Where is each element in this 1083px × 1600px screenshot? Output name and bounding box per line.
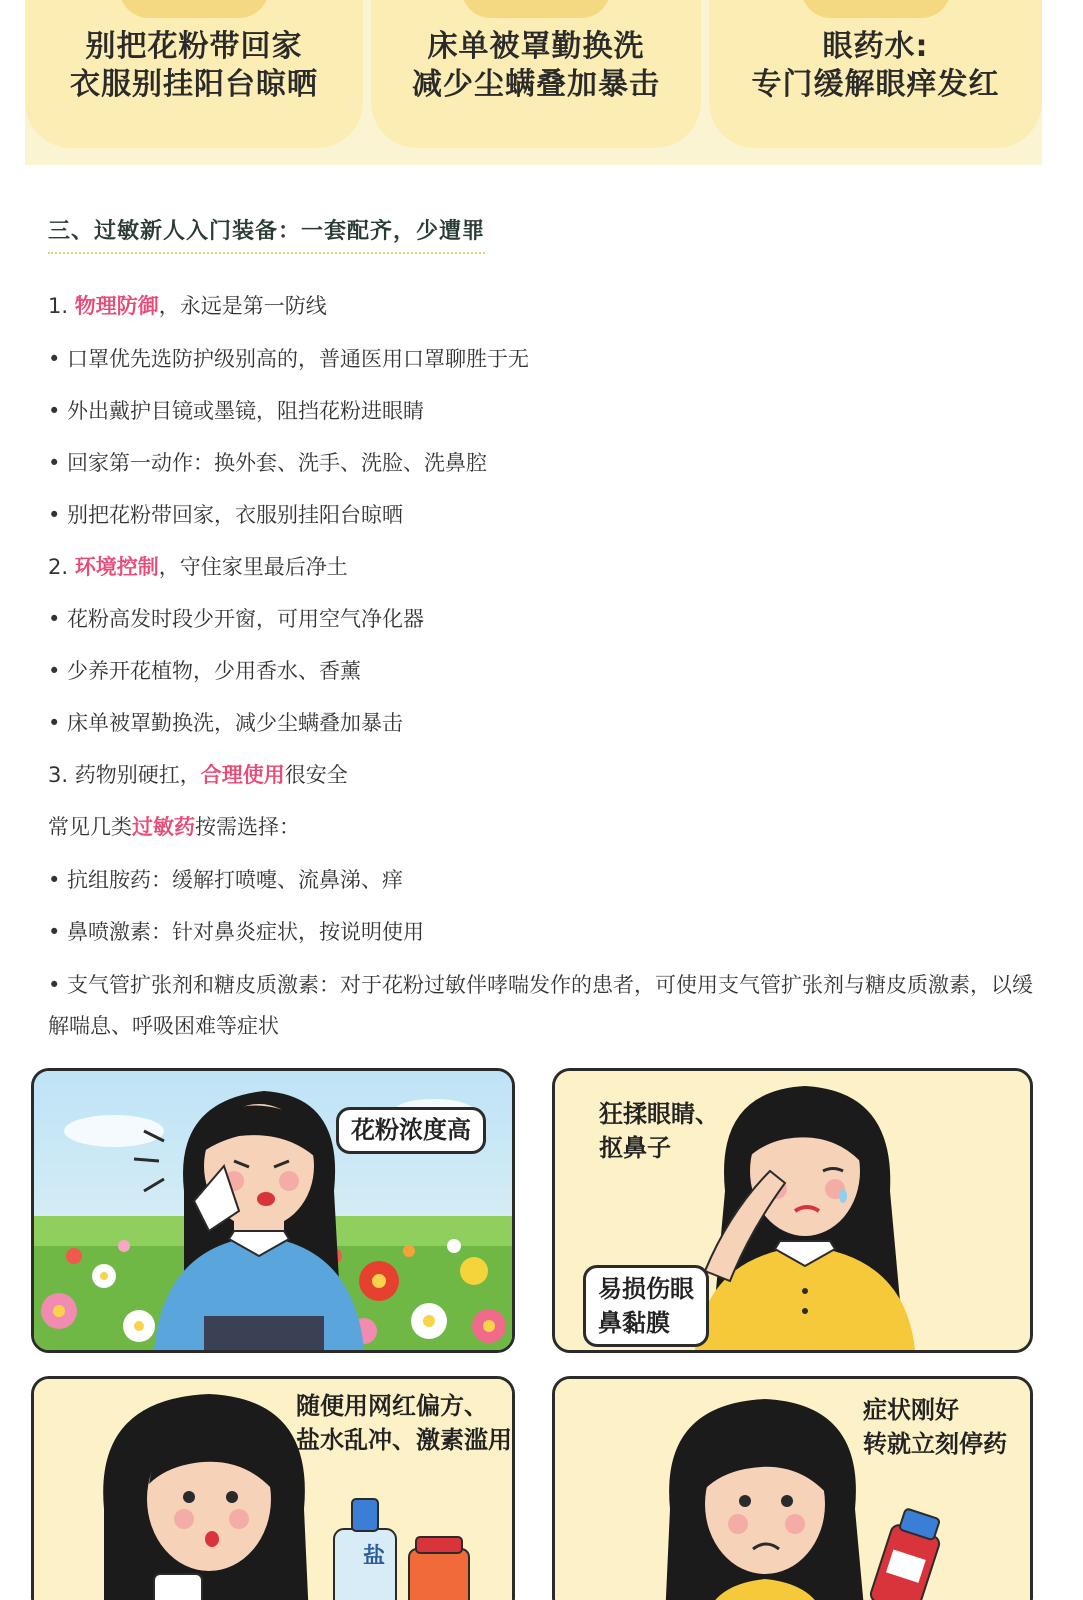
item-text: 按需选择： bbox=[195, 815, 300, 839]
caption-line: 症状刚好 bbox=[863, 1396, 959, 1424]
card-icon-circle bbox=[119, 0, 269, 18]
caption-line: 狂揉眼睛、 bbox=[599, 1100, 719, 1128]
bullet-icon: • bbox=[48, 607, 61, 631]
item-number: 1. bbox=[48, 294, 75, 318]
tip-card-line: 减少尘螨叠加暴击 bbox=[412, 67, 660, 102]
tip-card-pollen bbox=[25, 0, 363, 148]
caption-line: 转就立刻停药 bbox=[863, 1430, 1007, 1458]
bubble-line: 易损伤眼 bbox=[598, 1275, 694, 1303]
tip-card-line: 别把花粉带回家 bbox=[85, 29, 303, 64]
tip-card-eyedrops bbox=[709, 0, 1042, 148]
caption-line: 随便用网红偏方、 bbox=[296, 1392, 488, 1420]
item-text: 3. 药物别硬扛， bbox=[48, 763, 201, 787]
bullet-item bbox=[48, 917, 424, 947]
highlight-text: 物理防御 bbox=[74, 294, 159, 318]
section-title: 三、过敏新人入门装备：一套配齐，少遭罪 bbox=[48, 214, 485, 254]
tip-card-line: 眼药水: bbox=[822, 29, 929, 64]
comic-panel-rubbing-eyes bbox=[552, 1068, 1033, 1353]
highlight-text: 环境控制 bbox=[74, 555, 159, 579]
bullet-text: 别把花粉带回家，衣服别挂阳台晾晒 bbox=[67, 503, 403, 527]
bullet-icon: • bbox=[48, 659, 61, 683]
highlight-text: 过敏药 bbox=[132, 815, 195, 839]
item-text: 常见几类 bbox=[48, 815, 132, 839]
panel-caption bbox=[599, 1097, 719, 1165]
item-number: 2. bbox=[48, 555, 75, 579]
list-item-physical-defense bbox=[48, 291, 327, 321]
bullet-icon: • bbox=[48, 347, 61, 371]
item-text: ，守住家里最后净土 bbox=[158, 555, 348, 579]
bullet-text: 口罩优先选防护级别高的，普通医用口罩聊胜于无 bbox=[67, 347, 529, 371]
bullet-text: 支气管扩张剂和糖皮质激素：对于花粉过敏伴哮喘发作的患者，可使用支气管扩张剂与糖皮质激素，以缓解喘息、呼吸困难等症状 bbox=[48, 973, 1033, 1038]
panel-caption bbox=[296, 1389, 512, 1457]
item-text: 很安全 bbox=[284, 763, 348, 787]
bullet-text: 外出戴护目镜或墨镜，阻挡花粉进眼睛 bbox=[67, 399, 424, 423]
caption-line: 盐水乱冲、激素滥用 bbox=[296, 1426, 512, 1454]
bottle-label: 盐 bbox=[363, 1544, 386, 1569]
bullet-text: 花粉高发时段少开窗，可用空气净化器 bbox=[67, 607, 424, 631]
bullet-icon: • bbox=[48, 503, 61, 527]
speech-bubble bbox=[583, 1265, 709, 1347]
bullet-item bbox=[48, 344, 529, 374]
speech-bubble: 花粉浓度高 bbox=[336, 1107, 486, 1154]
tip-card-line: 衣服别挂阳台晾晒 bbox=[70, 67, 318, 102]
bullet-item bbox=[48, 396, 424, 426]
bullet-item bbox=[48, 965, 1033, 1047]
bullet-icon: • bbox=[48, 920, 61, 944]
highlight-text: 合理使用 bbox=[200, 763, 285, 787]
bullet-icon: • bbox=[48, 711, 61, 735]
comic-panel-stop-medicine bbox=[552, 1376, 1033, 1600]
caption-line: 抠鼻子 bbox=[599, 1134, 671, 1162]
bullet-item bbox=[48, 448, 487, 478]
bullet-text: 鼻喷激素：针对鼻炎症状，按说明使用 bbox=[67, 920, 424, 944]
comic-panel-sneezing bbox=[31, 1068, 515, 1353]
tip-card-bedding bbox=[371, 0, 701, 148]
bullet-item bbox=[48, 865, 403, 895]
bullet-text: 床单被罩勤换洗，减少尘螨叠加暴击 bbox=[67, 711, 403, 735]
bullet-icon: • bbox=[48, 868, 61, 892]
card-icon-circle bbox=[801, 0, 951, 18]
tips-banner bbox=[25, 0, 1042, 165]
bubble-line: 鼻黏膜 bbox=[598, 1309, 670, 1337]
bullet-icon: • bbox=[48, 973, 61, 997]
bullet-text: 少养开花植物，少用香水、香薰 bbox=[67, 659, 361, 683]
comic-panel-remedies bbox=[31, 1376, 515, 1600]
panel-caption bbox=[863, 1393, 1007, 1461]
bullet-item bbox=[48, 604, 424, 634]
bullet-item bbox=[48, 656, 361, 686]
bullet-icon: • bbox=[48, 399, 61, 423]
tip-card-line: 床单被罩勤换洗 bbox=[427, 29, 645, 64]
list-item-medication bbox=[48, 760, 348, 790]
drugs-intro bbox=[48, 812, 300, 842]
bullet-text: 回家第一动作：换外套、洗手、洗脸、洗鼻腔 bbox=[67, 451, 487, 475]
bullet-icon: • bbox=[48, 451, 61, 475]
bullet-item bbox=[48, 708, 403, 738]
tip-card-line: 专门缓解眼痒发红 bbox=[751, 67, 1000, 102]
list-item-environment-control bbox=[48, 552, 348, 582]
card-icon-circle bbox=[461, 0, 611, 18]
bullet-item bbox=[48, 500, 403, 530]
item-text: ，永远是第一防线 bbox=[158, 294, 327, 318]
bullet-text: 抗组胺药：缓解打喷嚏、流鼻涕、痒 bbox=[67, 868, 403, 892]
